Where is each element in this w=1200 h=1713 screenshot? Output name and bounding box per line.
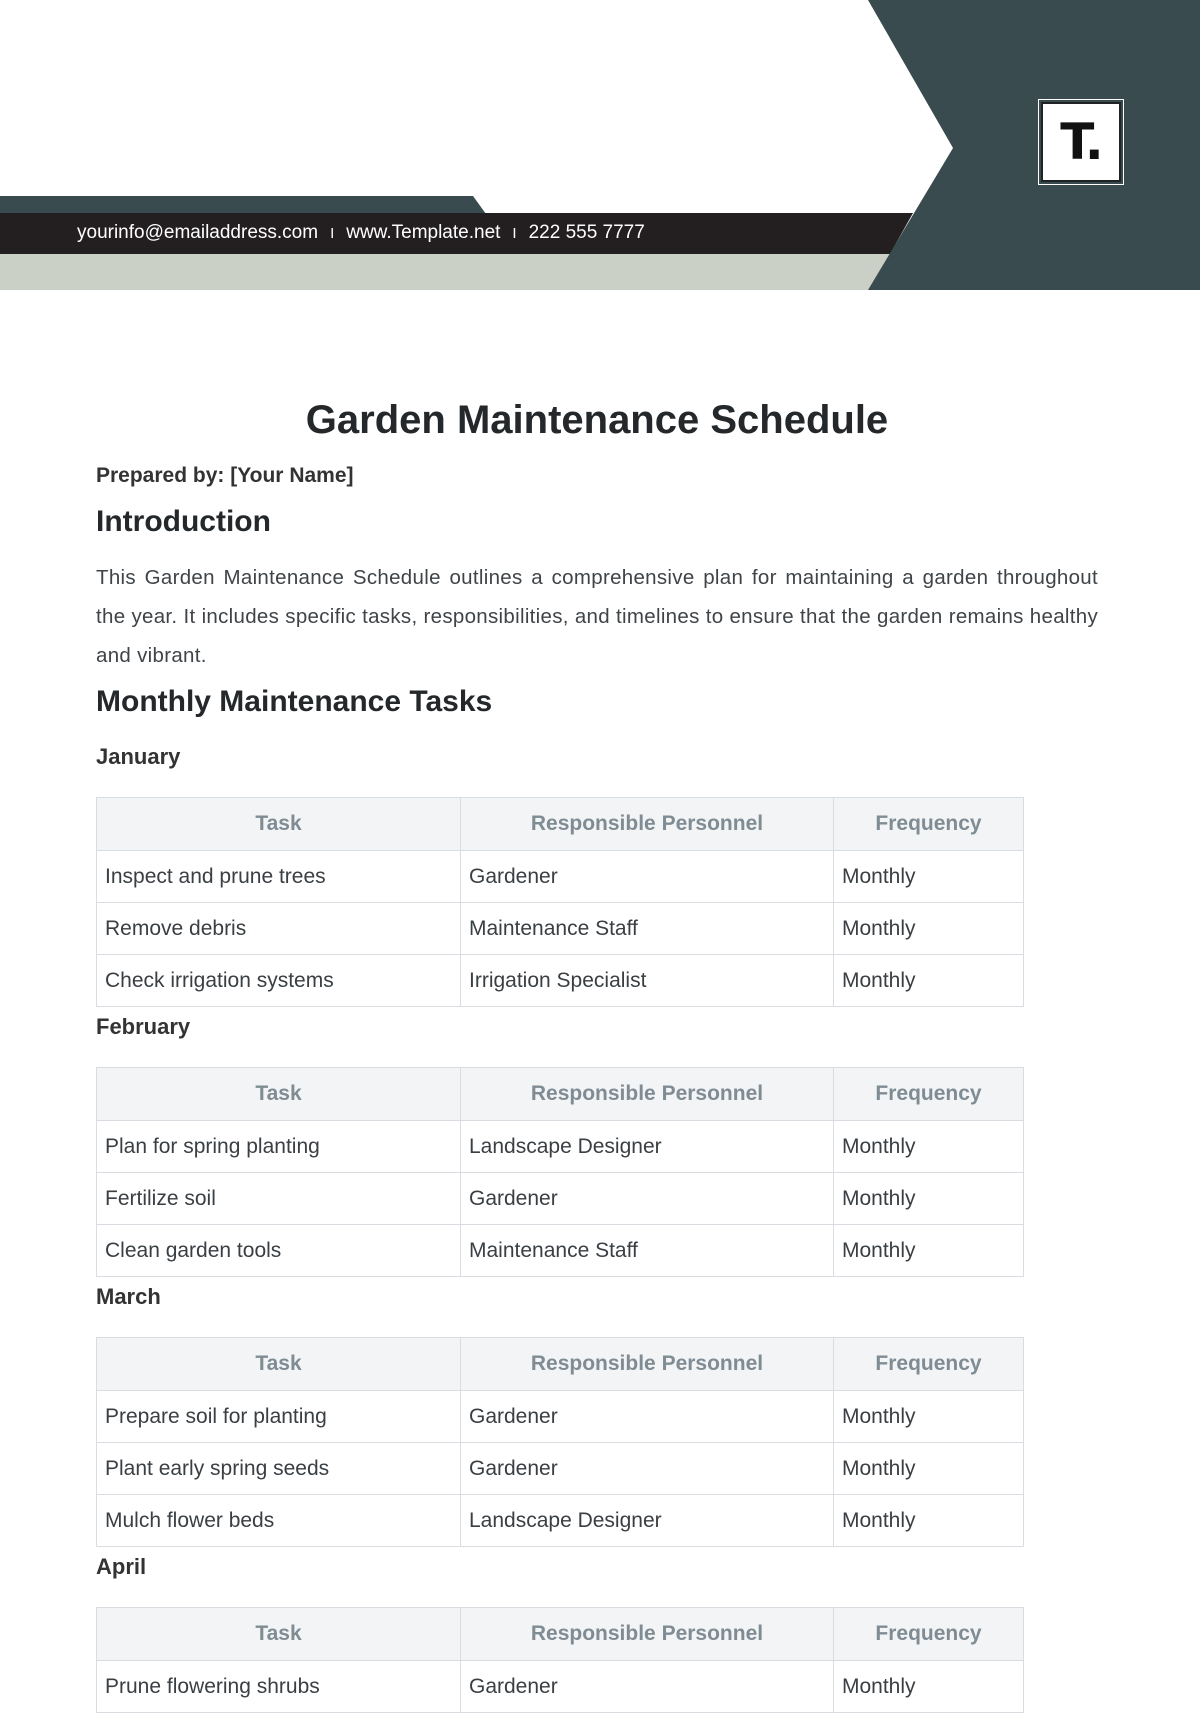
introduction-heading: Introduction <box>96 505 271 538</box>
task-cell: Check irrigation systems <box>97 955 461 1007</box>
page-header <box>0 0 1200 290</box>
table-row <box>97 1661 1024 1713</box>
frequency-cell: Monthly <box>834 1391 1024 1443</box>
month-heading-february: February <box>96 1014 191 1039</box>
contact-website[interactable]: www.Template.net <box>346 222 501 243</box>
personnel-cell: Landscape Designer <box>461 1121 834 1173</box>
column-header-task: Task <box>97 1068 461 1121</box>
table-header-row <box>97 798 1024 851</box>
frequency-cell: Monthly <box>834 1661 1024 1713</box>
column-header-task: Task <box>97 1338 461 1391</box>
contact-separator: I <box>512 224 517 242</box>
column-header-personnel: Responsible Personnel <box>461 1338 834 1391</box>
contact-separator: I <box>330 224 335 242</box>
frequency-cell: Monthly <box>834 903 1024 955</box>
table-header-row <box>97 1338 1024 1391</box>
table-row <box>97 1443 1024 1495</box>
contact-email[interactable]: yourinfo@emailaddress.com <box>77 222 319 243</box>
table-row <box>97 1391 1024 1443</box>
task-cell: Prune flowering shrubs <box>97 1661 461 1713</box>
personnel-cell: Irrigation Specialist <box>461 955 834 1007</box>
schedule-table-april <box>96 1607 1024 1713</box>
table-row <box>97 1121 1024 1173</box>
task-cell: Mulch flower beds <box>97 1495 461 1547</box>
month-heading-april: April <box>96 1554 147 1579</box>
header-top-tab <box>0 196 486 214</box>
column-header-frequency: Frequency <box>834 1338 1024 1391</box>
column-header-frequency: Frequency <box>834 1608 1024 1661</box>
table-header-row <box>97 1068 1024 1121</box>
task-cell: Remove debris <box>97 903 461 955</box>
header-slate-panel <box>868 0 1200 290</box>
contact-info <box>77 221 645 245</box>
column-header-frequency: Frequency <box>834 798 1024 851</box>
table-row <box>97 955 1024 1007</box>
month-heading-january: January <box>96 744 181 769</box>
task-cell: Plant early spring seeds <box>97 1443 461 1495</box>
personnel-cell: Gardener <box>461 1391 834 1443</box>
document-body <box>96 388 1098 1713</box>
personnel-cell: Maintenance Staff <box>461 903 834 955</box>
column-header-personnel: Responsible Personnel <box>461 1608 834 1661</box>
task-cell: Inspect and prune trees <box>97 851 461 903</box>
personnel-cell: Maintenance Staff <box>461 1225 834 1277</box>
column-header-personnel: Responsible Personnel <box>461 1068 834 1121</box>
frequency-cell: Monthly <box>834 1121 1024 1173</box>
frequency-cell: Monthly <box>834 1495 1024 1547</box>
task-cell: Prepare soil for planting <box>97 1391 461 1443</box>
page-title: Garden Maintenance Schedule <box>305 398 889 442</box>
prepared-by: Prepared by: [Your Name] <box>96 464 354 487</box>
column-header-personnel: Responsible Personnel <box>461 798 834 851</box>
table-row <box>97 851 1024 903</box>
schedule-table-march <box>96 1337 1024 1547</box>
task-cell: Plan for spring planting <box>97 1121 461 1173</box>
schedule-table-january <box>96 797 1024 1007</box>
column-header-task: Task <box>97 798 461 851</box>
personnel-cell: Landscape Designer <box>461 1495 834 1547</box>
personnel-cell: Gardener <box>461 1661 834 1713</box>
monthly-tasks-heading: Monthly Maintenance Tasks <box>96 685 493 718</box>
table-row <box>97 1225 1024 1277</box>
column-header-task: Task <box>97 1608 461 1661</box>
frequency-cell: Monthly <box>834 1173 1024 1225</box>
table-header-row <box>97 1608 1024 1661</box>
contact-phone[interactable]: 222 555 7777 <box>528 222 645 243</box>
month-heading-march: March <box>96 1284 161 1309</box>
frequency-cell: Monthly <box>834 851 1024 903</box>
header-graphic <box>0 0 1200 290</box>
introduction-text: This Garden Maintenance Schedule outlines a comprehensive plan for maintaining a garden throughout the year. It includes specific tasks, responsibilities, and timelines to ensure that the garden remains healthy and vibrant. <box>96 566 1098 667</box>
task-cell: Clean garden tools <box>97 1225 461 1277</box>
header-sage-band <box>0 250 930 290</box>
column-header-frequency: Frequency <box>834 1068 1024 1121</box>
frequency-cell: Monthly <box>834 1225 1024 1277</box>
task-cell: Fertilize soil <box>97 1173 461 1225</box>
personnel-cell: Gardener <box>461 1443 834 1495</box>
schedule-table-february <box>96 1067 1024 1277</box>
frequency-cell: Monthly <box>834 955 1024 1007</box>
table-row <box>97 1495 1024 1547</box>
personnel-cell: Gardener <box>461 851 834 903</box>
company-logo: T. <box>1041 102 1121 182</box>
frequency-cell: Monthly <box>834 1443 1024 1495</box>
table-row <box>97 903 1024 955</box>
personnel-cell: Gardener <box>461 1173 834 1225</box>
table-row <box>97 1173 1024 1225</box>
